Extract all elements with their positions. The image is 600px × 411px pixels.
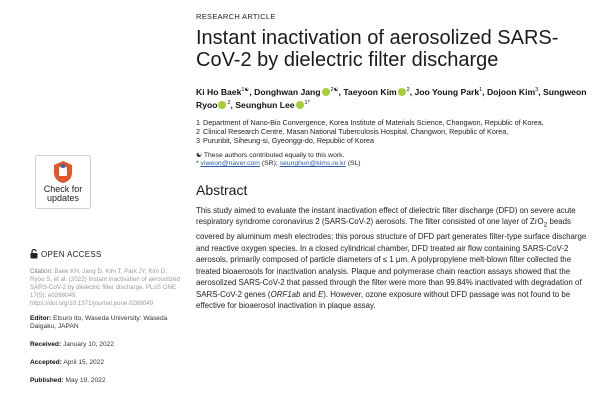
author-entry bbox=[343, 87, 414, 97]
received-line bbox=[30, 341, 180, 349]
author-affiliation-sup: 2☯ bbox=[330, 87, 339, 93]
affiliation-text: Department of Nano-Bio Convergence, Korea Institute of Materials Science, Changwon, Republic of Korea, bbox=[203, 117, 544, 127]
citation-label: Citation: bbox=[30, 268, 53, 275]
author-separator: , bbox=[538, 86, 544, 97]
article-title: Instant inactivation of aerosolized SARS-CoV-2 by dielectric filter discharge bbox=[196, 27, 559, 71]
editor-value: Etsuro Ito, Waseda University: Waseda Daigaku, JAPAN bbox=[30, 315, 168, 330]
editor-label: Editor: bbox=[30, 315, 52, 322]
author-notes bbox=[196, 152, 588, 169]
received-label: Received: bbox=[30, 341, 62, 348]
editor-line bbox=[30, 315, 180, 331]
received-value: January 10, 2022 bbox=[61, 341, 114, 348]
author-list bbox=[196, 85, 588, 111]
article-sidebar bbox=[30, 155, 180, 385]
accepted-line bbox=[30, 359, 180, 367]
contact-line: * viweon@naver.com (SR); seunghun@kims.re.kr (SL) bbox=[196, 160, 361, 168]
affiliation-number: 3 bbox=[196, 135, 200, 145]
affiliation-text: Clinical Research Centre, Masan National Tuberculosis Hospital, Changwon, Republic of Korea, bbox=[203, 126, 509, 136]
published-line bbox=[30, 377, 180, 385]
article-kind: RESEARCH ARTICLE bbox=[196, 12, 276, 21]
author-affiliation-sup: 2 bbox=[406, 87, 410, 93]
orcid-icon[interactable] bbox=[218, 101, 226, 109]
crossmark-icon bbox=[52, 160, 74, 184]
check-for-updates-label: Check for updates bbox=[43, 184, 83, 203]
orcid-icon[interactable] bbox=[296, 101, 304, 109]
abstract-part-3: ). However, ozone exposure without DFD passage was not found to be effective for bioaerosol inactivation in plaque assay. bbox=[196, 289, 571, 311]
affiliation-item bbox=[196, 127, 588, 136]
author-entry bbox=[196, 87, 254, 97]
author-name[interactable]: Taeyoon Kim bbox=[343, 86, 397, 97]
author-affiliation-sup: 2 bbox=[227, 99, 231, 106]
author-entry bbox=[414, 87, 486, 97]
check-for-updates-button[interactable] bbox=[35, 155, 91, 209]
equal-contribution-note: ☯ These authors contributed equally to this work. bbox=[196, 151, 345, 159]
affiliation-text: Purunbit, Siheung-si, Gyeonggi-do, Republic of Korea bbox=[203, 135, 375, 145]
affiliation-list bbox=[196, 118, 588, 145]
open-access-label bbox=[30, 249, 180, 259]
abstract-part-1: This study aimed to evaluate the instant inactivation effect of dielectric filter discharge (DFD) on severe acute respiratory syndrome coronavirus 2 (SARS-CoV-2) aerosols. The filter consisted of one layer of ZrO bbox=[196, 205, 576, 227]
abstract-text bbox=[196, 205, 588, 312]
author-affiliation-sup: 1* bbox=[304, 99, 310, 106]
author-name[interactable]: Sungweon Ryoo bbox=[196, 86, 587, 110]
author-separator: , bbox=[249, 86, 255, 97]
abstract-subscript: 2 bbox=[543, 221, 548, 229]
published-value: May 19, 2022 bbox=[63, 377, 106, 384]
author-name[interactable]: Ki Ho Baek bbox=[196, 86, 242, 97]
email-link-sl[interactable]: seunghun@kims.re.kr bbox=[279, 160, 346, 168]
citation-block bbox=[30, 268, 180, 308]
email-suffix-sl: (SL) bbox=[345, 160, 361, 168]
orcid-icon[interactable] bbox=[398, 88, 406, 96]
accepted-value: April 15, 2022 bbox=[61, 359, 105, 366]
abstract-gene-orf1ab: ORF1ab bbox=[270, 289, 301, 299]
author-entry bbox=[235, 100, 309, 110]
author-separator: , bbox=[409, 86, 415, 97]
author-affiliation-sup: 1 bbox=[479, 87, 483, 93]
author-entry bbox=[254, 87, 343, 97]
email-suffix-sr: (SR); bbox=[259, 160, 280, 168]
published-label: Published: bbox=[30, 377, 64, 384]
author-separator: , bbox=[482, 86, 487, 97]
author-name[interactable]: Seunghun Lee bbox=[235, 99, 295, 110]
author-name[interactable]: Donghwan Jang bbox=[254, 86, 321, 97]
open-access-text: OPEN ACCESS bbox=[41, 249, 102, 259]
affiliation-item bbox=[196, 136, 588, 145]
abstract-gene-e: E bbox=[317, 289, 324, 299]
accepted-label: Accepted: bbox=[30, 359, 62, 366]
affiliation-number: 1 bbox=[196, 117, 200, 127]
email-link-sr[interactable]: viweon@naver.com bbox=[200, 160, 260, 168]
author-entry bbox=[487, 87, 543, 97]
author-separator: , bbox=[230, 99, 236, 110]
abstract-and: and bbox=[300, 289, 318, 299]
author-affiliation-sup: 3 bbox=[535, 87, 539, 93]
author-affiliation-sup: 1☯ bbox=[241, 87, 250, 93]
affiliation-item bbox=[196, 118, 588, 127]
article-main bbox=[196, 12, 588, 312]
author-name[interactable]: Joo Young Park bbox=[414, 86, 480, 97]
author-separator: , bbox=[338, 86, 344, 97]
author-name[interactable]: Dojoon Kim bbox=[486, 86, 536, 97]
citation-text: Baek KH, Jang D, Kim T, Park JY, Kim D, Ryoo S, et al. (2022) Instant inactivation of aerosolized SARS-CoV-2 by dielectric filter discharge. PLoS ONE 17(5): e0268049. https://doi.org/10.1371/journal.pone.0268049 bbox=[30, 268, 180, 307]
abstract-part-2: beads covered by aluminum mesh electrodes; this porous structure of DFD part generates filter-type surface discharge and reactive oxygen species. In a closed cylindrical chamber, DFD treated air flow containing SARS-CoV-2 aerosols, primarily composed of particle diameters of ≤ 1 μm. A polypropylene melt-blown filter collected the treated bioaerosols for inactivation analysis. Plaque and polymerase chain reaction assays showed that the aerosolized SARS-CoV-2 that passed through the filter were more than 99.84% inactivated with degradation of SARS-CoV-2 genes ( bbox=[196, 217, 587, 299]
abstract-heading: Abstract bbox=[196, 181, 248, 198]
open-lock-icon bbox=[30, 249, 38, 259]
orcid-icon[interactable] bbox=[322, 88, 330, 96]
affiliation-number: 2 bbox=[196, 126, 200, 136]
